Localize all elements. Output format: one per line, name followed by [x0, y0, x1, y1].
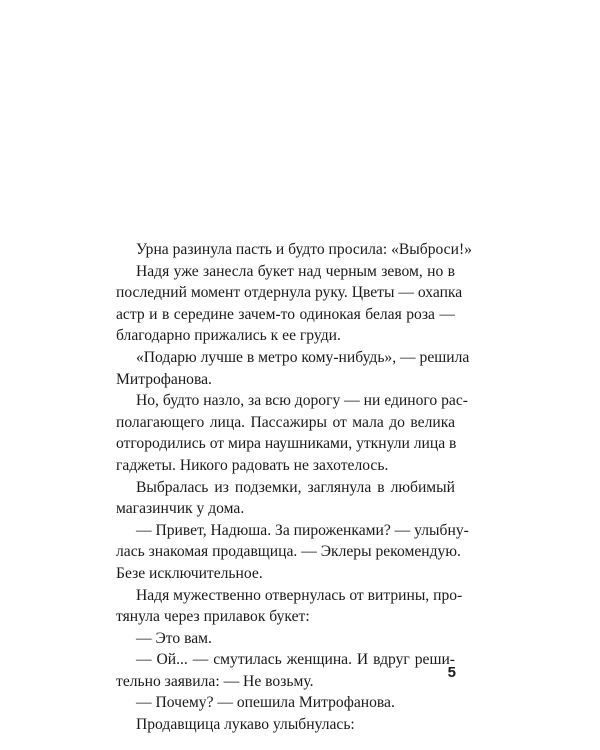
text-line: Продавщица лукаво улыбнулась:: [136, 716, 355, 734]
text-line: последний момент отдернула руку. Цветы — охапка: [116, 284, 463, 302]
text-line: лась знакомая продавщица. — Эклеры рекомендую.: [116, 543, 461, 561]
text-line: благодарно прижались к ее груди.: [116, 327, 341, 345]
text-line: Митрофанова.: [116, 370, 212, 388]
text-line: астр и в середине зачем-то одинокая белая роза —: [116, 305, 455, 323]
text-line: — Привет, Надюша. За пироженками? — улыбну-: [136, 521, 469, 539]
text-line: Урна разинула пасть и будто просила: «Выброси!»: [136, 241, 472, 258]
text-line: гаджеты. Никого радовать не захотелось.: [116, 456, 389, 474]
text-line: Безе исключительное.: [116, 564, 263, 582]
text-line: Надя мужественно отвернулась от витрины, про-: [136, 586, 463, 604]
text-line: тянула через прилавок букет:: [116, 608, 310, 626]
text-line: Но, будто назло, за всю дорогу — ни единого рас-: [136, 392, 468, 410]
text-line: тельно заявила: — Не возьму.: [116, 672, 314, 690]
page-number: 5: [447, 664, 456, 681]
text-line: «Подарю лучше в метро кому-нибудь», — решила: [136, 348, 470, 366]
text-line: магазинчик у дома.: [116, 500, 245, 518]
text-line: — Это вам.: [136, 629, 212, 647]
text-line: полагающего лица. Пассажиры от мала до велика: [116, 413, 455, 431]
text-line: — Ой... — смутилась женщина. И вдруг реши-: [136, 651, 455, 669]
text-line: — Почему? — опешила Митрофанова.: [136, 694, 395, 712]
text-line: Надя уже занесла букет над черным зевом, но в: [136, 262, 455, 280]
text-line: отгородились от мира наушниками, уткнули лица в: [116, 435, 457, 453]
text-line: Выбралась из подземки, заглянула в любимый: [136, 478, 455, 496]
body-text: [116, 239, 472, 736]
